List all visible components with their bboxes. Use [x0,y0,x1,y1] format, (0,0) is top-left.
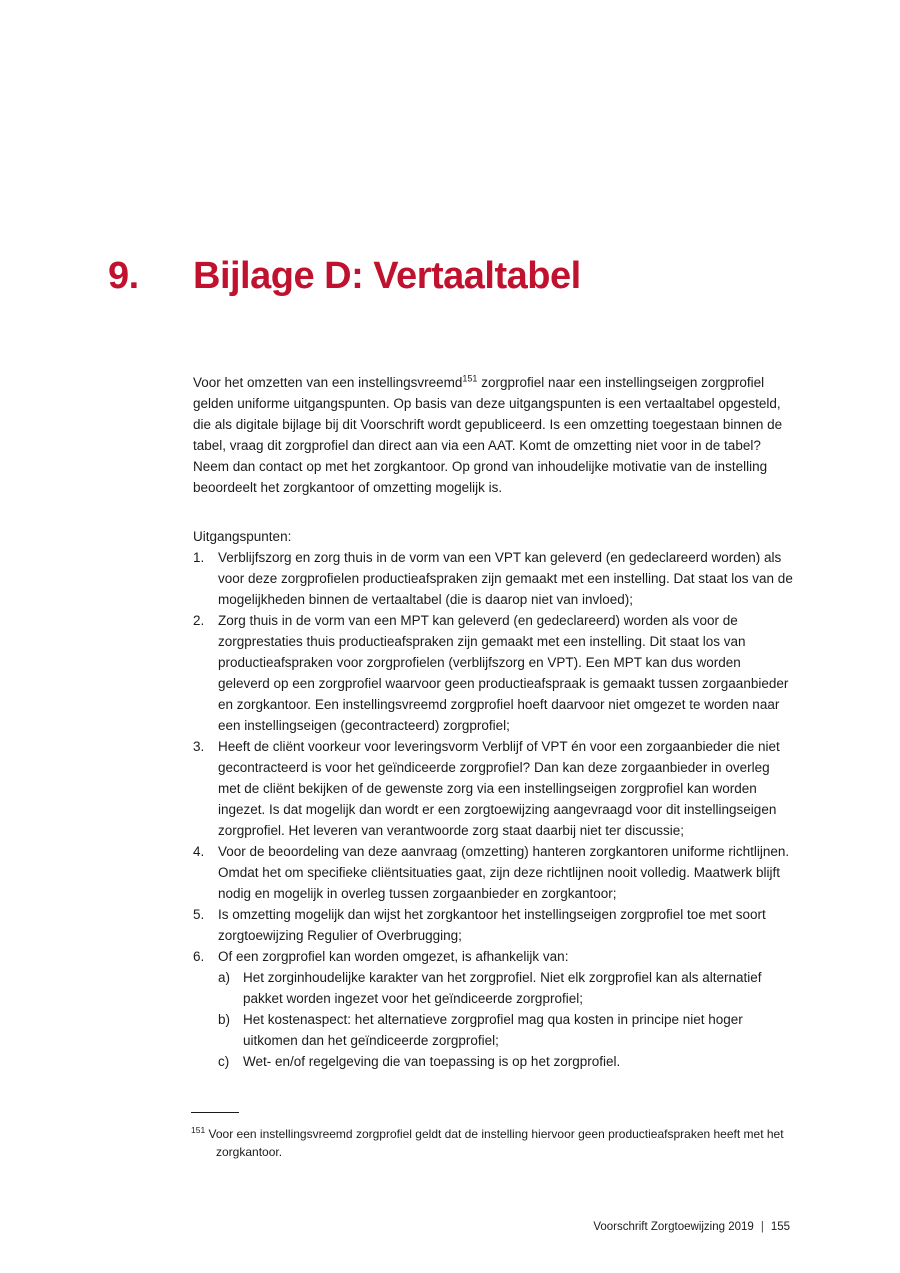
sub-list [218,967,793,1072]
sub-item-c-marker: c) [218,1054,230,1069]
sub-item-b [218,1009,793,1051]
sub-item-c [218,1051,793,1072]
list-header: Uitgangspunten: [193,529,292,544]
footnote-block [191,1112,791,1161]
footer-document-title: Voorschrift Zorgtoewijzing 2019 [593,1221,754,1233]
chapter-heading [108,256,800,298]
list-item-2 [193,610,793,736]
list-item-1-text: Verblijfszorg en zorg thuis in de vorm van een VPT kan geleverd (en gedeclareerd worden) als voor deze zorgprofielen productieafspraken zijn gemaakt met een instelling. Dat staat los van de mogelijkheden binnen de vertaaltabel (die is daarop niet van invloed); [218,550,793,607]
sub-item-b-text: Het kostenaspect: het alternatieve zorgprofiel mag qua kosten in principe niet hoger uitkomen dan het geïndiceerde zorgprofiel; [243,1012,743,1048]
footnote-separator-rule [191,1112,239,1113]
intro-paragraph [193,372,793,498]
page-footer [593,1221,790,1233]
sub-item-c-text: Wet- en/of regelgeving die van toepassing is op het zorgprofiel. [243,1054,621,1069]
list-item-3-text: Heeft de cliënt voorkeur voor leveringsvorm Verblijf of VPT én voor een zorgaanbieder die niet gecontracteerd is voor het geïndiceerde zorgprofiel? Dan kan deze zorgaanbieder in overleg met de cliënt bekijken of de gewenste zorg via een instellingseigen zorgprofiel kan worden ingezet. Is dat mogelijk dan wordt er een zorgtoewijzing aangevraagd voor dit instellingseigen zorgprofiel. Het leveren van verantwoorde zorg staat daarbij niet ter discussie; [218,739,780,838]
list-item-5 [193,904,793,946]
list-item-4-text: Voor de beoordeling van deze aanvraag (omzetting) hanteren zorgkantoren uniforme richtlijnen. Omdat het om specifieke cliëntsituaties gaat, zijn deze richtlijnen nooit volledig. Maatwerk blijft nodig en mogelijk in overleg tussen zorgaanbieder en zorgkantoor; [218,844,790,901]
footer-page-number: 155 [770,1221,790,1233]
intro-text-after: zorgprofiel naar een instellingseigen zorgprofiel gelden uniforme uitgangspunten. Op basis van deze uitgangspunten is een vertaaltabel opgesteld, die als digitale bijlage bij dit Voorschrift wordt gepubliceerd. Is een omzetting toegestaan binnen de tabel, vraag dit zorgprofiel dan direct aan via een AAT. Komt de omzetting niet voor in de tabel? Neem dan contact op met het zorgkantoor. Op grond van inhoudelijke motivatie van de instelling beoordeelt het zorgkantoor of omzetting mogelijk is. [193,375,783,495]
footnote-marker: 151 [191,1125,206,1135]
list-item-2-number: 2. [193,613,205,628]
uitgangspunten-list [193,547,793,1072]
footnote [191,1121,791,1161]
footnote-text: Voor een instellingsvreemd zorgprofiel geldt dat de instelling hiervoor geen productieafspraken heeft met het zorgkantoor. [205,1127,784,1159]
sub-item-a-marker: a) [218,970,231,985]
list-item-5-text: Is omzetting mogelijk dan wijst het zorgkantoor het instellingseigen zorgprofiel toe met soort zorgtoewijzing Regulier of Overbrugging; [218,907,766,943]
list-item-4-number: 4. [193,844,205,859]
list-item-4 [193,841,793,904]
sub-item-a [218,967,793,1009]
list-item-1 [193,547,793,610]
list-item-1-number: 1. [193,550,205,565]
footer-separator: | [760,1221,764,1233]
list-item-3-number: 3. [193,739,205,754]
list-item-6-text: Of een zorgprofiel kan worden omgezet, is afhankelijk van: [218,949,569,964]
list-item-3 [193,736,793,841]
body-content [193,372,793,1072]
sub-item-a-text: Het zorginhoudelijke karakter van het zorgprofiel. Niet elk zorgprofiel kan als alternatief pakket worden ingezet voor het geïndiceerde zorgprofiel; [243,970,762,1006]
list-item-5-number: 5. [193,907,205,922]
chapter-number: 9. [108,255,139,297]
page-title: Bijlage D: Vertaaltabel [193,255,581,297]
list-item-6-number: 6. [193,949,205,964]
list-item-6 [193,946,793,967]
intro-text-before: Voor het omzetten van een instellingsvreemd [193,375,463,390]
list-item-2-text: Zorg thuis in de vorm van een MPT kan geleverd (en gedeclareerd) worden als voor de zorgprestaties thuis productieafspraken zijn gemaakt met een instelling. Dit staat los van productieafspraken voor zorgprofielen (verblijfszorg en VPT). Een MPT kan dus worden geleverd op een zorgprofiel waarvoor geen productieafspraak is gemaakt tussen zorgaanbieder en zorgkantoor. Een instellingsvreemd zorgprofiel hoeft daarvoor niet omgezet te worden naar een instellingseigen (gecontracteerd) zorgprofiel; [218,613,789,733]
footnote-reference: 151 [462,373,478,384]
sub-item-b-marker: b) [218,1012,231,1027]
